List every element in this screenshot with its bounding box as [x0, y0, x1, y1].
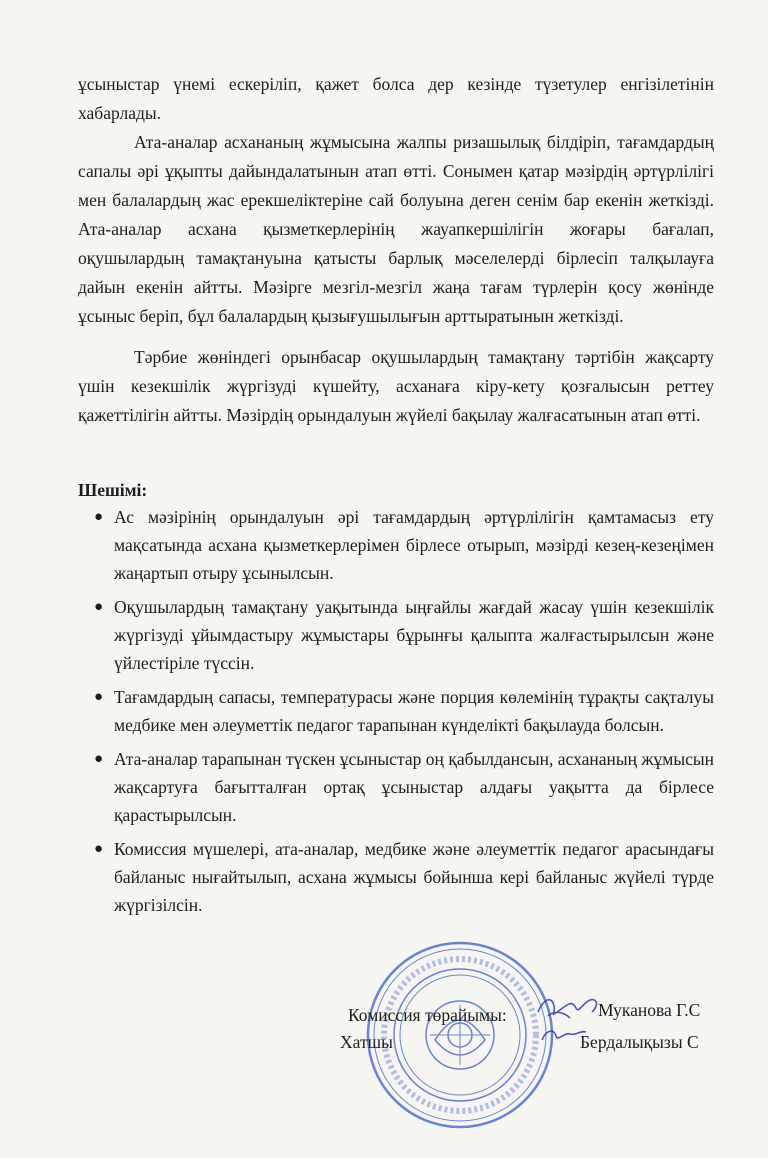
decision-item-2: [78, 593, 714, 677]
paragraph-3: Тәрбие жөніндегі орынбасар оқушылардың тамақтану тәртібін жақсарту үшін кезекшілік жүргізуді күшейту, асханаға кіру-кету қозғалысын реттеу қажеттілігін айтты. Мәзірдің орындалуын жүйелі бақылау жалғасатынын атап өтті.: [78, 347, 714, 425]
official-stamp-icon: [365, 940, 555, 1130]
decision-item-text: Тағамдардың сапасы, температурасы және порция көлемінің тұрақты сақталуы медбике мен әлеуметтік педагог тарапынан күнделікті бақылауда болсын.: [114, 687, 714, 735]
paragraph-1: ұсыныстар үнемі ескеріліп, қажет болса дер кезінде түзетулер енгізілетінін хабарлады.: [78, 74, 714, 123]
bullet-icon: ●: [94, 841, 104, 857]
decision-item-text: Комиссия мүшелері, ата-аналар, медбике және әлеуметтік педагог арасындағы байланыс нығайтылып, асхана жұмысы бойынша кері байланыс жүйелі түрде жүргізілсін.: [114, 839, 714, 915]
decision-item-3: [78, 683, 714, 739]
bullet-icon: ●: [94, 751, 104, 767]
secretary-name: Бердалықызы С: [580, 1032, 699, 1052]
decision-item-5: [78, 835, 714, 919]
decision-item-4: [78, 745, 714, 829]
decision-heading: Шешімі:: [78, 480, 148, 500]
chair-title: Комиссия төрайымы:: [348, 1005, 507, 1025]
bullet-icon: ●: [94, 599, 104, 615]
decision-item-text: Ас мәзірінің орындалуын әрі тағамдардың әртүрлілігін қамтамасыз ету мақсатында асхана қызметкерлерімен бірлесе отырып, мәзірді кезең-кезеңімен жаңартып отыру ұсынылсын.: [114, 507, 714, 583]
decision-item-text: Оқушылардың тамақтану уақытында ыңғайлы жағдай жасау үшін кезекшілік жүргізуді ұйымдастыру жұмыстары бұрынғы қалыпта жалғастырылсын және үйлестіріле түссін.: [114, 597, 714, 673]
bullet-icon: ●: [94, 509, 104, 525]
bullet-icon: ●: [94, 689, 104, 705]
decision-list: [78, 503, 714, 925]
decision-item-1: [78, 503, 714, 587]
chair-name: Муканова Г.С: [598, 1000, 701, 1020]
decision-item-text: Ата-аналар тарапынан түскен ұсыныстар оң қабылдансын, асхананың жұмысын жақсартуға бағытталған ортақ ұсыныстар алдағы уақытта да бірлесе қарастырылсын.: [114, 749, 714, 825]
secretary-title: Хатшы: [340, 1032, 393, 1052]
paragraph-2: Ата-аналар асхананың жұмысына жалпы ризашылық білдіріп, тағамдардың сапалы әрі ұқыпты дайындалатынын атап өтті. Сонымен қатар мәзірдің әртүрлілігі мен балалардың жас ерекшеліктеріне сай болуына деген сенім бар екенін жеткізді. Ата-аналар асхана қызметкерлерінің жауапкершілігін жоғары бағалап, оқушылардың тамақтануына қатысты барлық мәселелерді бірлесіп талқылауға дайын екенін айтты. Мәзірге мезгіл-мезгіл жаңа тағам түрлерін қосу жөнінде ұсыныс беріп, бұл балалардың қызығушылығын арттыратынын жеткізді.: [78, 132, 714, 326]
